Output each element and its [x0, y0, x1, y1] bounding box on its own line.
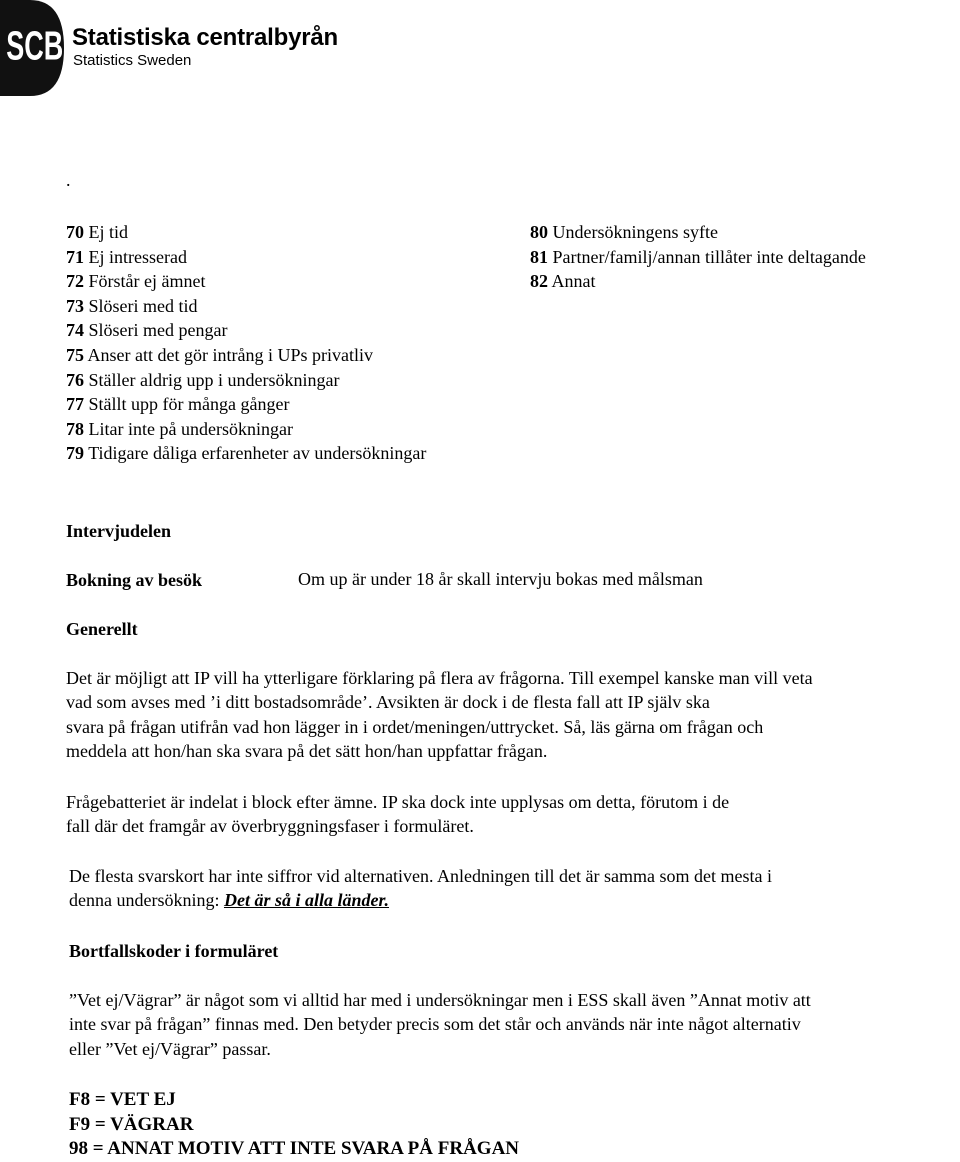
- code-label: Slöseri med tid: [88, 295, 198, 316]
- code-label: Ej intresserad: [88, 246, 187, 267]
- code-number: 77: [66, 394, 84, 415]
- code-number: 74: [66, 320, 84, 341]
- code-item-81: [530, 245, 866, 270]
- code-number: 78: [66, 418, 84, 439]
- section-heading-codes: Bortfallskoder i formuläret: [69, 941, 279, 961]
- code-number: 70: [66, 222, 84, 242]
- code-label: Anser att det gör intrång i UPs privatliv: [87, 344, 373, 365]
- paragraph-line: meddela att hon/han ska svara på det sätt hon/han uppfattar frågan.: [66, 741, 548, 762]
- paragraph-line: inte svar på frågan” finnas med. Den betyder precis som det står och används när inte något alternativ: [69, 1014, 801, 1035]
- code-number: 81: [530, 246, 548, 267]
- paragraph-line: Frågebatteriet är indelat i block efter ämne. IP ska dock inte upplysas om detta, förutom i de: [66, 792, 730, 812]
- code-label: Undersökningens syfte: [552, 222, 718, 242]
- code-number: 79: [66, 443, 84, 464]
- paragraph-line: vad som avses med ’i ditt bostadsområde’. Avsikten är dock i de flesta fall att IP själv ska: [66, 692, 710, 713]
- code-label: Partner/familj/annan tillåter inte deltagande: [552, 246, 866, 267]
- scb-logo-text: SCB: [6, 24, 64, 69]
- booking-label: Bokning av besök: [66, 570, 203, 590]
- code-item-80: [530, 220, 866, 245]
- scb-logo: [0, 0, 64, 96]
- refusal-codes-right: [530, 220, 866, 294]
- code-label: Ej tid: [88, 222, 128, 242]
- code-number: 76: [66, 369, 84, 390]
- code-item-72: [66, 269, 426, 294]
- special-codes: [69, 1088, 519, 1162]
- code-label: Ställer aldrig upp i undersökningar: [88, 369, 340, 390]
- code-item-73: [66, 294, 426, 319]
- codes-paragraph: [69, 988, 811, 1061]
- code-label: Förstår ej ämnet: [88, 271, 206, 292]
- paragraph-line: fall där det framgår av överbryggningsfaser i formuläret.: [66, 816, 474, 837]
- paragraph-text: denna undersökning:: [69, 890, 224, 911]
- paragraph-line: eller ”Vet ej/Vägrar” passar.: [69, 1038, 271, 1059]
- brand-subtitle: Statistics Sweden: [73, 52, 192, 69]
- code-number: 72: [66, 271, 84, 292]
- code-item-79: [66, 441, 426, 466]
- code-item-76: [66, 368, 426, 393]
- code-item-82: [530, 269, 866, 294]
- code-item-77: [66, 392, 426, 417]
- code-number: 80: [530, 222, 548, 242]
- code-label: Litar inte på undersökningar: [88, 418, 293, 439]
- paragraph-line: ”Vet ej/Vägrar” är något som vi alltid har med i undersökningar men i ESS skall även ”Annat motiv att: [69, 990, 811, 1010]
- paragraph-line: Det är möjligt att IP vill ha ytterligare förklaring på flera av frågorna. Till exempel kanske man vill veta: [66, 668, 813, 688]
- code-item-78: [66, 417, 426, 442]
- special-code: F8 = VET EJ: [69, 1089, 176, 1110]
- booking-text: Om up är under 18 år skall intervju bokas med målsman: [298, 569, 703, 589]
- code-number: 73: [66, 295, 84, 316]
- brand-name: Statistiska centralbyrån: [72, 24, 338, 51]
- paragraph-line: [69, 888, 772, 912]
- code-item-75: [66, 343, 426, 368]
- section-heading-interview: Intervjudelen: [66, 521, 171, 541]
- code-label: Tidigare dåliga erfarenheter av undersökningar: [88, 443, 427, 464]
- refusal-codes-left: [66, 220, 426, 466]
- general-paragraph-1: [66, 666, 813, 764]
- paragraph-line: De flesta svarskort har inte siffror vid alternativen. Anledningen till det är samma som det mesta i: [69, 866, 772, 886]
- code-number: 82: [530, 271, 548, 292]
- code-item-71: [66, 245, 426, 270]
- paragraph-line: svara på frågan utifrån vad hon lägger in i ordet/meningen/uttrycket. Så, läs gärna om frågan och: [66, 716, 764, 737]
- code-number: 75: [66, 344, 84, 365]
- special-code: 98 = ANNAT MOTIV ATT INTE SVARA PÅ FRÅGAN: [69, 1138, 520, 1159]
- emphasis-text: Det är så i alla länder.: [223, 890, 389, 911]
- code-item-74: [66, 318, 426, 343]
- general-paragraph-3: [69, 864, 772, 913]
- code-label: Annat: [551, 271, 596, 292]
- code-label: Ställt upp för många gånger: [88, 394, 290, 415]
- code-item-70: [66, 220, 426, 245]
- stray-mark: .: [66, 170, 71, 190]
- code-number: 71: [66, 246, 84, 267]
- code-label: Slöseri med pengar: [88, 320, 228, 341]
- section-heading-general: Generellt: [66, 619, 138, 639]
- special-code: F9 = VÄGRAR: [69, 1113, 194, 1135]
- general-paragraph-2: [66, 790, 729, 839]
